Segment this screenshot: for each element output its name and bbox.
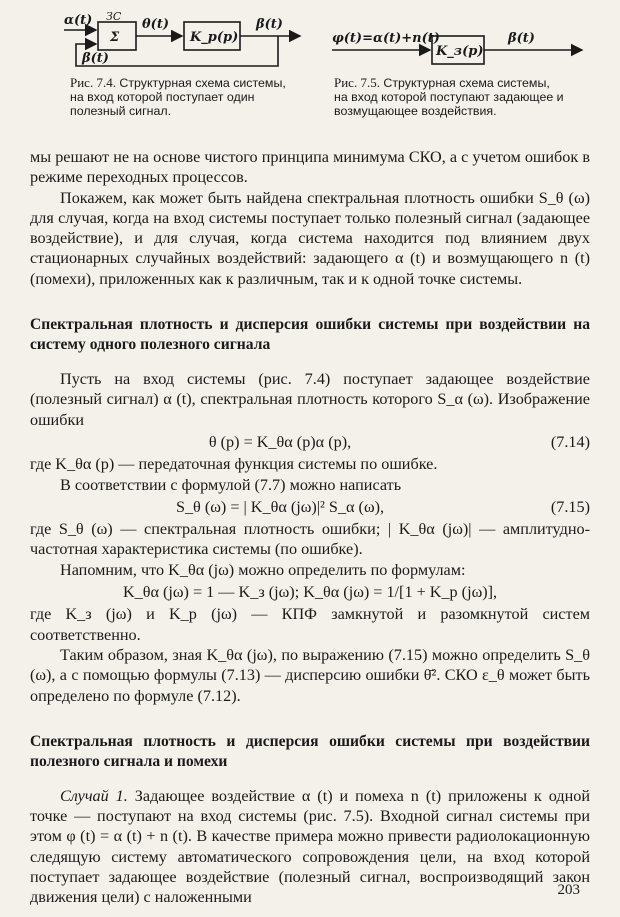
paragraph-5: В соответствии с формулой (7.7) можно написать <box>60 475 402 494</box>
fig74-block-label: ЗС <box>106 10 122 23</box>
fig75-block-label: K_з(p) <box>436 44 484 59</box>
equation-7-14 <box>30 432 590 452</box>
equation-kpf <box>30 582 590 602</box>
page-body <box>30 147 590 908</box>
paragraph-2: Покажем, как может быть найдена спектральная плотность ошибки S_θ (ω) для случая, когда на вход системы поступает только полезный сигнал (задающее воздействие), и для случая, когда система находится под влиянием двух стационарных случайных воздействий: задающего α (t) и возмущающего n (t) (помехи), приложенных как к различным, так и к одной точке системы. <box>30 188 590 288</box>
equation-7-15-number: (7.15) <box>550 497 590 516</box>
figure-7-4-caption <box>70 76 302 118</box>
equation-7-14-number: (7.14) <box>550 432 590 451</box>
paragraph-1: мы решают не на основе чистого принципа минимума СКО, а с учетом ошибок в режиме переходных процессов. <box>30 148 590 187</box>
fig74-controller-label: K_p(p) <box>190 30 239 45</box>
fig75-caption-num: Рис. 7.5. <box>334 75 380 90</box>
paragraph-3: Пусть на вход системы (рис. 7.4) поступает задающее воздействие (полезный сигнал) α (t), спектральная плотность которого S_α (ω). Изображение ошибки <box>30 370 590 429</box>
section-heading-1: Спектральная плотность и дисперсия ошибки системы при воздействии на систему одного полезного сигнала <box>30 316 590 354</box>
paragraph-4: где K_θα (p) — передаточная функция системы по ошибке. <box>30 455 438 474</box>
fig74-sum-symbol: Σ <box>110 30 120 45</box>
paragraph-10-text: Задающее воздействие α (t) и помеха n (t) приложены к одной точке — поступают на вход системы (рис. 7.5). Входной сигнал системы при этом φ (t) = α (t) + n (t). В качестве примера можно привести радиолокационную следящую систему автоматического сопровождения цели, на вход которой поступает задающее воздействие (полезный сигнал, воспроизводящий закон движения цели) с наложенными <box>30 786 590 907</box>
fig74-output-label: β(t) <box>256 17 283 32</box>
paragraph-6: где S_θ (ω) — спектральная плотность ошибки; | K_θα (jω)| — амплитудно-частотная характеристика системы (по ошибке). <box>30 520 590 559</box>
fig75-input-label: φ(t)=α(t)+n(t) <box>332 31 440 46</box>
figure-7-5-caption <box>334 76 564 118</box>
fig74-caption-num: Рис. 7.4. <box>70 75 116 90</box>
equation-7-15 <box>30 497 590 517</box>
equation-kpf-body: K_θα (jω) = 1 — K_з (jω); K_θα (jω) = 1/[1 + K_p (jω)], <box>122 583 498 602</box>
fig74-input-label: α(t) <box>64 13 93 28</box>
paragraph-8: где K_з (jω) и K_p (jω) — КПФ замкнутой и разомкнутой систем соответственно. <box>30 605 590 644</box>
figure-7-4-diagram <box>62 8 312 76</box>
section-heading-2: Спектральная плотность и дисперсия ошибки системы при воздействии полезного сигнала и помехи <box>30 732 590 770</box>
fig74-caption-text: Структурная схема системы, на вход которой поступает один полезный сигнал. <box>70 76 286 118</box>
fig75-output-label: β(t) <box>508 31 535 46</box>
figure-7-5-diagram <box>332 20 602 70</box>
equation-7-15-body: S_θ (ω) = | K_θα (jω)|² S_α (ω), <box>175 497 385 516</box>
paragraph-9: Таким образом, зная K_θα (jω), по выражению (7.15) можно определить S_θ (ω), а с помощью формулы (7.13) — дисперсию ошибки θ̄². СКО ε_θ может быть определено по формуле (7.12). <box>30 645 590 705</box>
paragraph-7: Напомним, что K_θα (jω) можно определить по формулам: <box>60 560 466 579</box>
equation-7-14-body: θ (p) = K_θα (p)α (p), <box>208 432 352 451</box>
fig74-feedback-label: β(t) <box>82 51 109 66</box>
page-number: 203 <box>557 882 580 898</box>
fig74-error-label: θ(t) <box>142 17 169 32</box>
figure-7-5 <box>332 20 602 70</box>
paragraph-10 <box>30 786 590 908</box>
fig75-caption-text: Структурная схема системы, на вход которой поступают задающее и возмущающее воздействия. <box>334 76 564 118</box>
case-1-lead: Случай 1. <box>60 786 128 805</box>
figure-7-4 <box>62 8 312 76</box>
